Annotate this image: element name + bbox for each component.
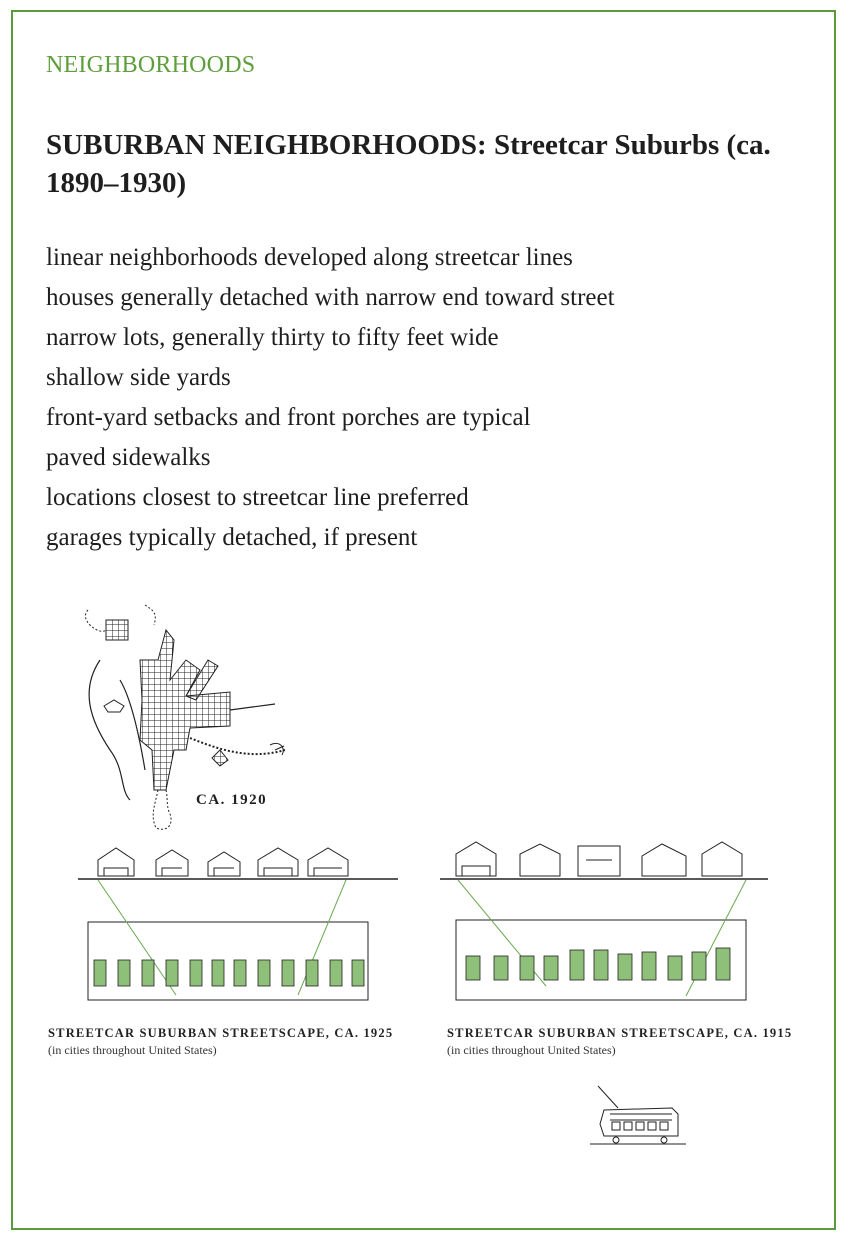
house-icon xyxy=(520,844,560,876)
feature-list xyxy=(46,238,615,558)
house-icon xyxy=(98,848,134,876)
map-label: CA. 1920 xyxy=(196,792,268,808)
list-item: houses generally detached with narrow end toward street xyxy=(46,284,615,311)
list-item: front-yard setbacks and front porches are typical xyxy=(46,404,531,431)
figure-subtitle: (in cities throughout United States) xyxy=(48,1043,217,1057)
house-icon xyxy=(156,850,188,876)
list-item: linear neighborhoods developed along streetcar lines xyxy=(46,244,573,271)
figure-caption-left xyxy=(48,1026,393,1058)
figure-subtitle: (in cities throughout United States) xyxy=(447,1043,616,1057)
house-icon xyxy=(578,846,620,876)
section-label: NEIGHBORHOODS xyxy=(46,52,256,78)
streetscape-1925-illustration xyxy=(76,840,406,1010)
figure-caption-right xyxy=(447,1026,792,1058)
house-icon xyxy=(702,842,742,876)
list-item: paved sidewalks xyxy=(46,444,211,471)
list-item: locations closest to streetcar line preferred xyxy=(46,484,469,511)
house-icon xyxy=(456,842,496,876)
streetcar-illustration xyxy=(588,1084,688,1154)
list-item: garages typically detached, if present xyxy=(46,524,418,551)
house-icon xyxy=(308,848,348,876)
figure-title: STREETCAR SUBURBAN STREETSCAPE, CA. 1925 xyxy=(48,1026,394,1040)
list-item: narrow lots, generally thirty to fifty feet wide xyxy=(46,324,499,351)
house-icon xyxy=(208,852,240,876)
house-icon xyxy=(258,848,298,876)
page-title: SUBURBAN NEIGHBORHOODS: Streetcar Suburbs (ca. 1890–1930) xyxy=(46,129,771,199)
house-icon xyxy=(642,844,686,876)
streetscape-1915-illustration xyxy=(436,836,776,1010)
list-item: shallow side yards xyxy=(46,364,231,391)
figure-title: STREETCAR SUBURBAN STREETSCAPE, CA. 1915 xyxy=(447,1026,793,1040)
